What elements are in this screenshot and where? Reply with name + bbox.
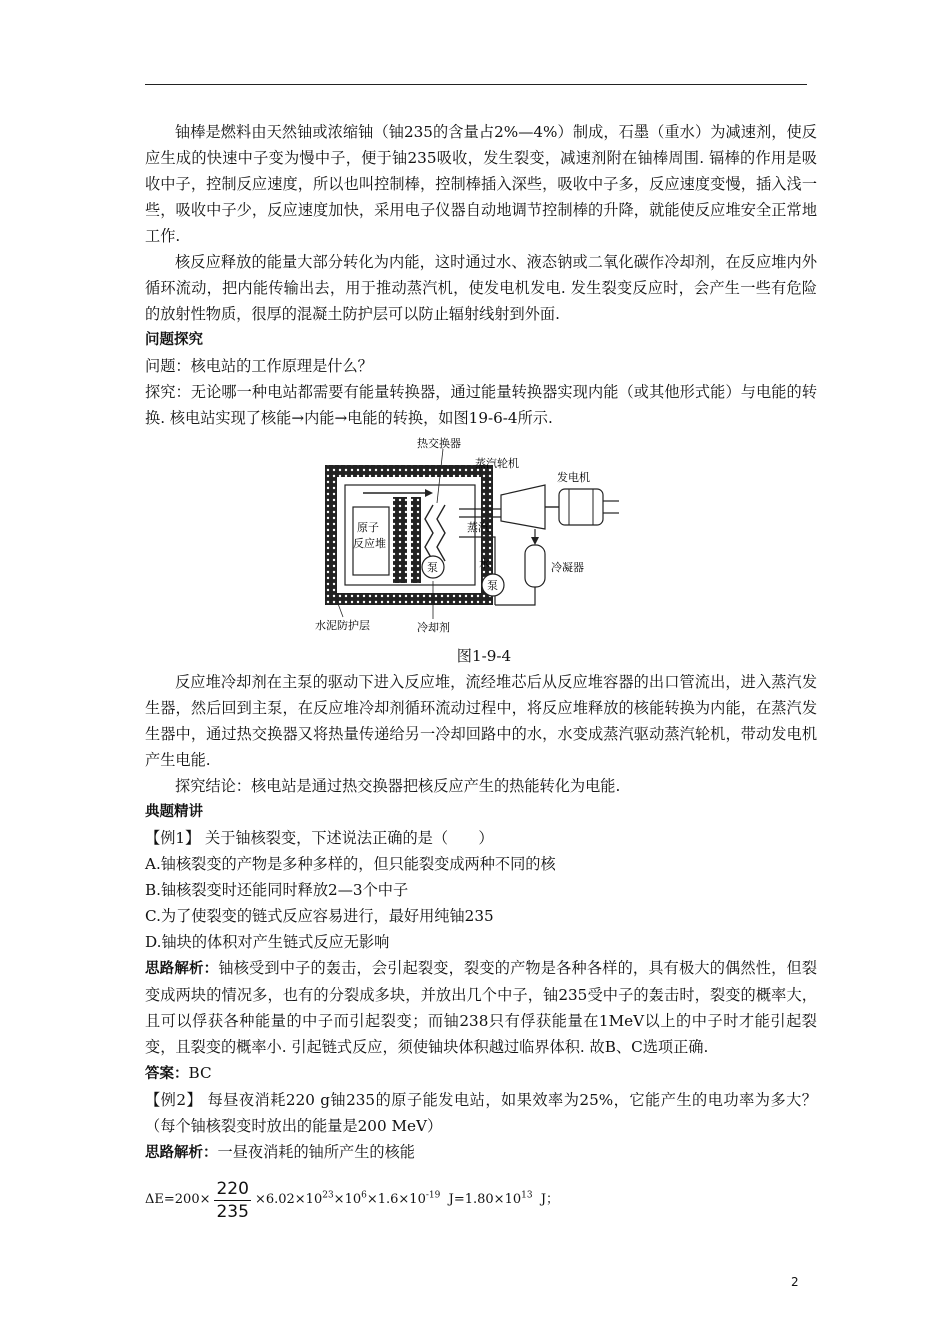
formula-lead: ΔE=200× — [145, 1192, 211, 1207]
example1-stem: 【例1】 关于铀核裂变，下述说法正确的是（ ） — [145, 829, 494, 847]
generator — [559, 489, 603, 525]
analysis-text: 铀核受到中子的轰击，会引起裂变，裂变的产物是各种各样的，具有极大的偶然性，但裂变成两块的情况多，也有的分裂成多块，并放出几个中子，铀235受中子的轰击时，裂变的概率大，且可以俘获各种能量的中子而引起裂变；而铀238只有俘获能量在1MeV以上的中子时才能引起裂变，且裂变的概率小. 引起链式反应，须使铀块体积越过临界体积. 故B、C选项正确. — [145, 959, 818, 1056]
label-heat-exchanger: 热交换器 — [417, 437, 461, 450]
label-generator: 发电机 — [557, 471, 590, 484]
label-shield: 水泥防护层 — [315, 619, 370, 632]
example1-option-b: B.铀核裂变时还能同时释放2—3个中子 — [145, 881, 409, 899]
header-rule — [145, 84, 807, 85]
example1-answer — [145, 1060, 817, 1087]
label-pump-2: 泵 — [487, 579, 498, 592]
example2-analysis — [145, 1139, 817, 1166]
formula-fraction — [214, 1178, 250, 1223]
heading-explore: 问题探究 — [145, 332, 203, 348]
analysis-text-2: 一昼夜消耗的铀所产生的核能 — [217, 1143, 415, 1161]
label-reactor-1: 原子 — [357, 521, 379, 534]
fraction-numerator: 220 — [216, 1178, 249, 1199]
concrete-shield — [325, 465, 493, 605]
heat-exchanger-coil — [425, 505, 433, 561]
formula-rest: $\times 6.02\times 10^{23}\times 10^6\times 1.6\times 10^{-19}$ $J=1.80\times 10^{13}$ J； — [254, 1190, 560, 1207]
label-condenser: 冷凝器 — [551, 561, 584, 574]
label-steam: 蒸汽 — [467, 521, 489, 534]
question-text: 问题：核电站的工作原理是什么？ — [145, 357, 373, 375]
answer-label: 答案： — [145, 1066, 189, 1082]
example1-option-a: A.铀核裂变的产物是多种多样的，但只能裂变成两种不同的核 — [145, 855, 556, 873]
label-turbine: 蒸汽轮机 — [475, 457, 519, 470]
paragraph-uranium-rod: 铀棒是燃料由天然铀或浓缩铀（铀235的含量占2%—4%）制成，石墨（重水）为减速剂，使反应生成的快速中子变为慢中子，便于铀235吸收，发生裂变，减速剂附在铀棒周围. 镉棒的作用是吸收中子，控制反应速度，所以也叫控制棒，控制棒插入深些，吸收中子多，反应速度变慢，插入浅一些，吸收中子少，反应速度加快，采用电子仪器自动地调节控制棒的升降，就能使反应堆安全正常地工作. — [145, 123, 817, 245]
analysis-label-2: 思路解析： — [145, 1145, 218, 1161]
paragraph-coolant-process: 反应堆冷却剂在主泵的驱动下进入反应堆，流经堆芯后从反应堆容器的出口管流出，进入蒸汽发生器，然后回到主泵，在反应堆冷却剂循环流动过程中，将反应堆释放的核能转换为内能，在蒸汽发生器中，通过热交换器又将热量传递给另一冷却回路中的水，水变成蒸汽驱动蒸汽轮机，带动发电机产生电能. — [145, 673, 817, 769]
answer-text: BC — [188, 1064, 212, 1082]
energy-formula — [145, 1172, 817, 1228]
control-rods — [393, 497, 407, 583]
figure-caption: 图1-9-4 — [456, 647, 512, 665]
analysis-label: 思路解析： — [145, 961, 219, 977]
paragraph-conclusion: 探究结论：核电站是通过热交换器把核反应产生的热能转化为电能. — [175, 777, 621, 795]
page-content — [145, 119, 817, 1228]
explore-text: 探究：无论哪一种电站都需要有能量转换器，通过能量转换器实现内能（或其他形式能）与电能的转换. 核电站实现了核能→内能→电能的转换，如图19-6-4所示. — [145, 383, 817, 427]
fraction-denominator: 235 — [216, 1201, 249, 1222]
nuclear-plant-diagram — [313, 437, 623, 643]
label-coolant: 冷却剂 — [417, 621, 450, 634]
paragraph-energy-transfer: 核反应释放的能量大部分转化为内能，这时通过水、液态钠或二氧化碳作冷却剂，在反应堆内外循环流动，把内能传输出去，用于推动蒸汽机，使发电机发电. 发生裂变反应时，会产生一些有危险的放射性物质，很厚的混凝土防护层可以防止辐射线射到外面. — [145, 253, 817, 323]
example1-option-d: D.铀块的体积对产生链式反应无影响 — [145, 933, 390, 951]
example1-analysis — [145, 955, 817, 1060]
example1-option-c: C.为了使裂变的链式反应容易进行，最好用纯铀235 — [145, 907, 494, 925]
condenser — [525, 545, 545, 587]
heading-examples: 典题精讲 — [145, 804, 203, 820]
page-number: 2 — [791, 1275, 799, 1289]
example2-stem: 【例2】 每昼夜消耗220 g铀235的原子能发电站，如果效率为25%，它能产生的电功率为多大？（每个铀核裂变时放出的能量是200 MeV） — [145, 1091, 817, 1135]
label-water: 水 — [479, 557, 490, 570]
nuclear-plant-figure — [145, 437, 817, 643]
steam-turbine — [501, 485, 545, 529]
label-reactor-2: 反应堆 — [353, 537, 386, 550]
label-pump-1: 泵 — [427, 561, 438, 574]
